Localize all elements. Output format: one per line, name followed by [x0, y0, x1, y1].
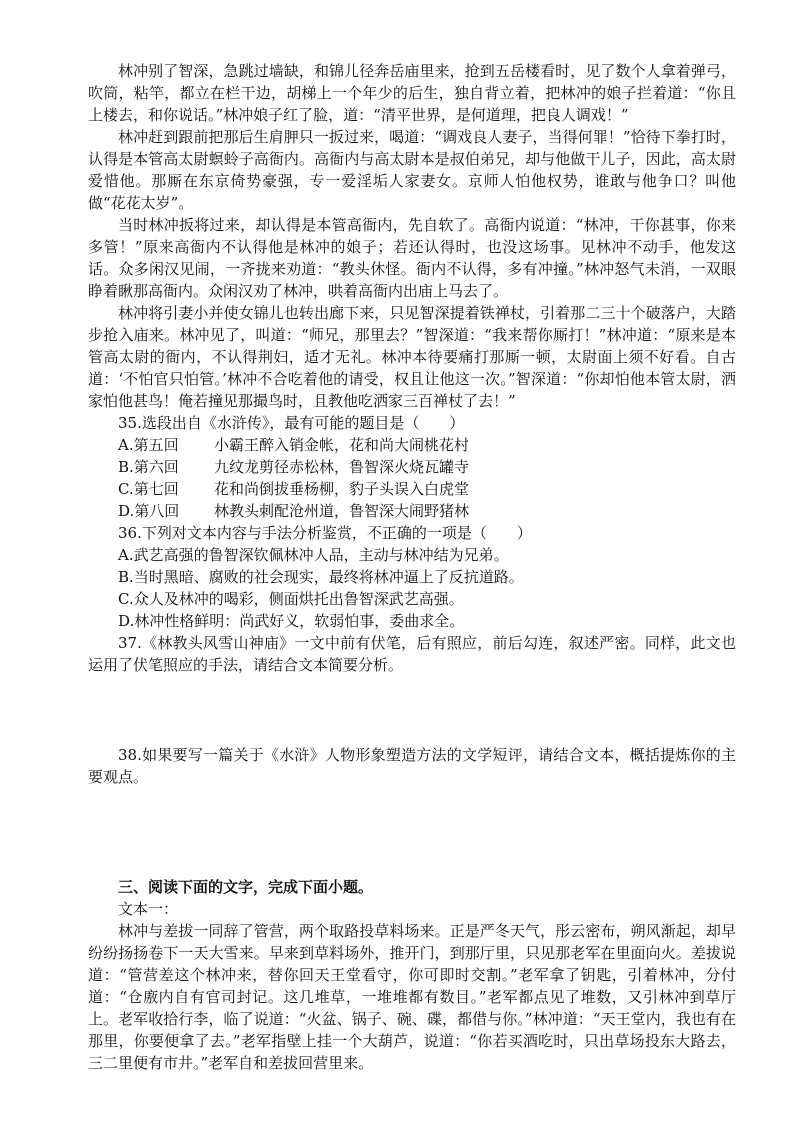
question-36-option-c: C.众人及林冲的喝彩，侧面烘托出鲁智深武艺高强。	[118, 590, 464, 608]
section-3-title: 三、阅读下面的文字，完成下面小题。	[118, 878, 374, 896]
option-text: 九纹龙剪径赤松林，鲁智深火烧瓦罐寺	[214, 458, 470, 476]
question-35-option-a	[88, 434, 736, 456]
question-36	[88, 522, 736, 632]
question-36-option-d: D.林冲性格鲜明：尚武好义，软弱怕事，委曲求全。	[118, 612, 465, 630]
question-35-options	[88, 434, 736, 522]
passage-paragraph-3: 当时林冲扳将过来，却认得是本管高衙内，先自软了。高衙内说道：“林冲，干你甚事，你来多管！”原来高衙内不认得他是林冲的娘子；若还认得时，也没这场事。见林冲不动手，他发这话。众多闲汉见闹，一齐拢来劝道：“教头休怪。衙内不认得，多有冲撞。”林冲怒气未消，一双眼睁着瞅那高衙内。众闲汉劝了林冲，哄着高衙内出庙上马去了。	[88, 216, 736, 300]
question-36-option-a: A.武艺高强的鲁智深钦佩林冲人品，主动与林冲结为兄弟。	[118, 546, 509, 564]
option-text: 花和尚倒拔垂杨柳，豹子头误入白虎堂	[214, 480, 470, 498]
passage-paragraph-2: 林冲赶到跟前把那后生肩胛只一扳过来，喝道：“调戏良人妻子，当得何罪！”恰待下拳打时，认得是本管高太尉螟蛉子高衙内。高衙内与高太尉本是叔伯弟兄，却与他做干儿子，因此，高太尉爱惜他。那厮在东京倚势豪强，专一爱淫垢人家妻女。京师人怕他权势，谁敢与他争口？叫他做“花花太岁”。	[88, 128, 736, 212]
question-36-options	[88, 544, 736, 632]
question-35-option-d	[88, 500, 736, 522]
section-3-paragraph-1: 林冲与差拔一同辞了管营，两个取路投草料场来。正是严冬天气，彤云密布，朔风渐起，却早纷纷扬扬卷下一天大雪来。早来到草料场外，推开门，到那厅里，只见那老军在里面向火。差拔说道：“管营差这个林冲来，替你回天王堂看守，你可即时交割。”老军拿了钥匙，引着林冲，分付道：“仓廒内自有官司封记。这几堆草，一堆堆都有数目。”老军都点见了堆数，又引林冲到草厅上。老军收拾行李，临了说道：“火盆、锅子、碗、碟，都借与你。”林冲道：“天王堂内，我也有在那里，你要便拿了去。”老军指壁上挂一个大葫芦，说道：“你若买酒吃时，只出草场投东大路去，三二里便有市井。”老军自和差拔回营里来。	[88, 922, 736, 1072]
option-label: D.第八回	[118, 502, 180, 520]
question-36-option-b: B.当时黑暗、腐败的社会现实，最终将林冲逼上了反抗道路。	[118, 568, 524, 586]
question-35-option-c	[88, 478, 736, 500]
question-37-stem: 37.《林教头风雪山神庙》一文中前有伏笔，后有照应，前后勾连，叙述严密。同样，此文也运用了伏笔照应的手法，请结合文本简要分析。	[88, 634, 736, 674]
question-36-stem: 36.下列对文本内容与手法分析鉴赏，不正确的一项是（ ）	[118, 524, 532, 542]
option-text: 林教头刺配沧州道，鲁智深大闹野猪林	[214, 502, 470, 520]
passage-paragraph-1: 林冲别了智深，急跳过墙缺，和锦儿径奔岳庙里来，抢到五岳楼看时，见了数个人拿着弹弓，吹筒，粘竿，都立在栏干边，胡梯上一个年少的后生，独自背立着，把林冲的娘子拦着道：“你且上楼去，和你说话。”林冲娘子红了脸，道：“清平世界，是何道理，把良人调戏！”	[88, 62, 736, 124]
document-page	[88, 60, 736, 1074]
passage-paragraph-4: 林冲将引妻小并使女锦儿也转出廊下来，只见智深提着铁禅杖，引着那二三十个破落户，大踏步抢入庙来。林冲见了，叫道：“师兄，那里去？”智深道：“我来帮你厮打！”林冲道：“原来是本管高太尉的衙内，不认得荆妇，适才无礼。林冲本待要痛打那厮一顿，太尉面上须不好看。自古道：‘不怕官只怕管。’林冲不合吃着他的请受，权且让他这一次。”智深道：“你却怕他本管太尉，洒家怕他甚鸟！俺若撞见那撮鸟时，且教他吃洒家三百禅杖了去！”	[88, 304, 736, 410]
answer-space-37[interactable]	[88, 676, 736, 744]
answer-space-38[interactable]	[88, 788, 736, 876]
option-label: B.第六回	[118, 458, 179, 476]
question-35-stem: 35.选段出自《水浒传》，最有可能的题目是（ ）	[118, 414, 465, 432]
question-35	[88, 412, 736, 522]
option-label: A.第五回	[118, 436, 179, 454]
option-text: 小霸王醉入销金帐，花和尚大闹桃花村	[214, 436, 470, 454]
question-38-stem: 38.如果要写一篇关于《水浒》人物形象塑造方法的文学短评，请结合文本，概括提炼你的主要观点。	[88, 746, 736, 786]
question-35-option-b	[88, 456, 736, 478]
option-label: C.第七回	[118, 480, 179, 498]
text-one-label: 文本一：	[118, 900, 179, 918]
